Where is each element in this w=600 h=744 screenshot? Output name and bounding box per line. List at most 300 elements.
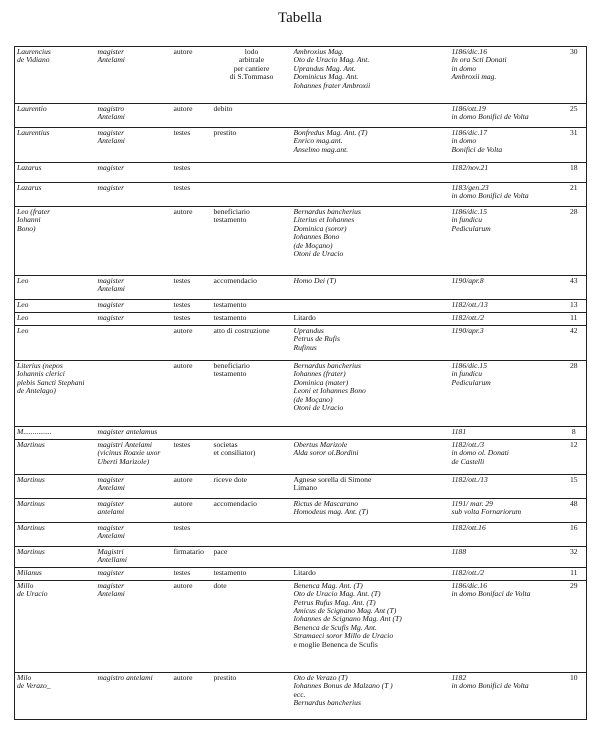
cell-line: magister [97, 183, 125, 192]
cell-line: Ambroxius Mag. [293, 47, 344, 56]
cell-line: magistri Antelami [97, 440, 152, 449]
table-row [15, 580, 587, 672]
cell-line: testes [173, 128, 191, 137]
people-cell [292, 427, 450, 440]
act-cell [212, 499, 292, 523]
cell-line: autore [173, 326, 193, 335]
table-row [15, 128, 587, 163]
cell-line: testamento [213, 369, 247, 379]
date-place-cell [450, 580, 562, 672]
act-cell [212, 207, 292, 276]
cell-line: Bernardus bancherius [293, 207, 361, 216]
cell-line: Bono) [17, 223, 36, 233]
date-place-cell [450, 276, 562, 300]
doc-number-cell: 48 [562, 499, 587, 523]
cell-line: Oto de Uracio Mag. Ant. (T) [293, 589, 381, 599]
title-cell [96, 580, 172, 672]
cell-line: 1182/nov.21 [451, 163, 489, 172]
cell-line: Pedicularum [451, 223, 491, 233]
cell-line: Antelami [97, 284, 125, 294]
cell-line: magister [97, 163, 125, 172]
cell-line: autore [173, 104, 193, 113]
title-cell [96, 276, 172, 300]
act-cell [212, 547, 292, 568]
cell-line: plebis Sancti Stephani [17, 377, 85, 387]
cell-line: et consiliator) [213, 448, 256, 458]
cell-line: Dominica (mater) [293, 377, 349, 387]
cell-line: Lazarus [17, 163, 42, 172]
cell-line: magister [97, 300, 125, 309]
cell-line: 1186/dic.15 [451, 207, 488, 216]
act-cell [212, 475, 292, 499]
doc-number-cell: 21 [562, 183, 587, 207]
name-cell [15, 523, 96, 547]
role-cell [172, 580, 212, 672]
table-row [15, 313, 587, 326]
cell-line: Milanus [17, 567, 42, 577]
name-cell [15, 427, 96, 440]
doc-number-cell: 42 [562, 326, 587, 361]
name-cell [15, 163, 96, 183]
cell-line: magistro antelami [97, 672, 153, 682]
people-cell [292, 567, 450, 580]
people-cell [292, 104, 450, 128]
title-cell [96, 523, 172, 547]
cell-line: in domo Bonifaci de Volta [451, 589, 531, 599]
cell-line: Homo Dei (T) [293, 276, 337, 285]
cell-line: Petrus de Rufis [293, 334, 340, 344]
name-cell [15, 183, 96, 207]
cell-line: beneficiario [213, 207, 250, 216]
name-cell [15, 128, 96, 163]
cell-line: testes [173, 276, 191, 285]
act-cell [212, 313, 292, 326]
cell-line: beneficiario [213, 361, 250, 370]
doc-number-cell: 28 [562, 207, 587, 276]
cell-line: testes [173, 300, 191, 309]
cell-line: Litardo [293, 567, 316, 577]
cell-line: de Antelago) [17, 386, 56, 396]
name-cell [15, 326, 96, 361]
doc-number-cell: 43 [562, 276, 587, 300]
cell-line: Uberti Marizole) [97, 456, 150, 466]
table-row [15, 326, 587, 361]
name-cell [15, 47, 96, 104]
people-cell [292, 547, 450, 568]
title-cell [96, 499, 172, 523]
act-cell [212, 300, 292, 313]
cell-line: societas [213, 440, 238, 449]
doc-number-cell: 31 [562, 128, 587, 163]
cell-line: Literius et Iohannes [293, 215, 355, 225]
role-cell [172, 672, 212, 719]
act-cell [212, 580, 292, 672]
cell-line: 1181 [451, 427, 467, 436]
role-cell [172, 313, 212, 326]
cell-line: Benenca de Scufis Mg. Ant. [293, 622, 377, 632]
cell-line: e moglie Benenca de Scufis [293, 639, 378, 649]
table-row [15, 104, 587, 128]
act-cell [212, 567, 292, 580]
title-cell [96, 475, 172, 499]
role-cell [172, 300, 212, 313]
cell-line: Otoni de Uracio [293, 249, 344, 259]
cell-line: 1182 [451, 672, 467, 682]
cell-line: Iohannes Bonus de Malzano (T ) [293, 681, 393, 691]
cell-line: magister [97, 276, 125, 285]
cell-line: Millo [17, 580, 34, 590]
name-cell [15, 207, 96, 276]
cell-line: Leoni et Iohannes Bono [293, 386, 366, 396]
cell-line: Uprandus [293, 326, 324, 335]
table-row [15, 567, 587, 580]
role-cell [172, 440, 212, 475]
people-cell [292, 300, 450, 313]
cell-line: prestito [213, 128, 237, 137]
cell-line: firmatario [173, 547, 204, 556]
cell-line: autore [173, 475, 193, 484]
title-cell [96, 128, 172, 163]
date-place-cell [450, 427, 562, 440]
cell-line: Laurentio [17, 104, 47, 113]
date-place-cell [450, 207, 562, 276]
cell-line: Lazarus [17, 183, 42, 192]
date-place-cell [450, 440, 562, 475]
doc-number-cell: 28 [562, 361, 587, 427]
date-place-cell [450, 547, 562, 568]
table-row [15, 523, 587, 547]
cell-line: (de Moçano) [293, 394, 333, 404]
date-place-cell [450, 104, 562, 128]
cell-line: 1186/dic.16 [451, 47, 488, 56]
cell-line: testes [173, 163, 191, 172]
title-cell [96, 567, 172, 580]
cell-line: prestito [213, 672, 237, 682]
title-cell [96, 547, 172, 568]
act-cell [212, 326, 292, 361]
cell-line: Bonfredus Mag. Ant. (T) [293, 128, 368, 137]
table-row [15, 276, 587, 300]
cell-line: Uprandus Mag. Ant. [293, 63, 356, 73]
cell-line: magister [97, 475, 125, 484]
cell-line: autore [173, 47, 193, 56]
cell-line: de Uracio [17, 589, 48, 599]
cell-line: Iohanni [17, 215, 41, 225]
cell-line: Bernardus bancherius [293, 361, 361, 370]
doc-number-cell: 18 [562, 163, 587, 183]
cell-line: in domo Bonifici de Volta [451, 681, 529, 691]
cell-line: testes [173, 567, 191, 577]
title-cell [96, 361, 172, 427]
date-place-cell [450, 499, 562, 523]
date-place-cell [450, 128, 562, 163]
title-cell [96, 440, 172, 475]
table-row [15, 300, 587, 313]
people-cell [292, 440, 450, 475]
act-cell [212, 128, 292, 163]
cell-line: Enrico mag.ant. [293, 136, 343, 146]
people-cell [292, 207, 450, 276]
cell-line: autore [173, 580, 193, 590]
date-place-cell [450, 475, 562, 499]
cell-line: Rictus de Mascarano [293, 499, 359, 508]
cell-line: In ora Scti Donati [451, 55, 507, 65]
cell-line: Antelami [97, 531, 125, 541]
doc-number-cell: 32 [562, 547, 587, 568]
cell-line: 1190/apr.8 [451, 276, 484, 285]
cell-line: in domo [451, 136, 477, 146]
name-cell [15, 475, 96, 499]
cell-line: Antelami [97, 483, 125, 493]
cell-line: autore [173, 499, 193, 508]
date-place-cell [450, 361, 562, 427]
cell-line: Bernardus bancherius [293, 698, 361, 708]
role-cell [172, 567, 212, 580]
cell-line: M............... [17, 427, 52, 436]
cell-line: autore [173, 672, 193, 682]
cell-line: Antellami [97, 555, 128, 565]
cell-line: testamento [213, 567, 247, 577]
name-cell [15, 567, 96, 580]
role-cell [172, 547, 212, 568]
cell-line: Milo [17, 672, 32, 682]
cell-line: in fundicu [451, 369, 483, 379]
name-cell [15, 580, 96, 672]
act-cell [212, 104, 292, 128]
cell-line: 1182/ott./2 [451, 567, 485, 577]
cell-line: 1182/ott./3 [451, 440, 485, 449]
cell-line: Antelami [97, 112, 125, 122]
title-cell [96, 207, 172, 276]
date-place-cell [450, 313, 562, 326]
cell-line: 1186/dic.15 [451, 361, 488, 370]
act-cell [212, 523, 292, 547]
tabella-table [14, 46, 587, 720]
cell-line: 1191/ mar. 29 [451, 499, 493, 508]
role-cell [172, 499, 212, 523]
cell-line: pace [213, 547, 228, 556]
people-cell [292, 499, 450, 523]
act-cell [212, 163, 292, 183]
name-cell [15, 440, 96, 475]
role-cell [172, 361, 212, 427]
cell-line: testamento [213, 313, 247, 322]
cell-line: de Verazo_ [17, 681, 51, 691]
act-cell [212, 672, 292, 719]
page-title: Tabella [278, 10, 322, 26]
act-cell [212, 183, 292, 207]
doc-number-cell: 15 [562, 475, 587, 499]
table-row [15, 475, 587, 499]
date-place-cell [450, 183, 562, 207]
doc-number-cell: 8 [562, 427, 587, 440]
name-cell [15, 300, 96, 313]
cell-line: Iohannes de Scignano Mag. Ant (T) [293, 614, 402, 624]
cell-line: Magistri [97, 547, 124, 556]
table-row [15, 440, 587, 475]
title-cell [96, 183, 172, 207]
table-row [15, 672, 587, 719]
name-cell [15, 361, 96, 427]
cell-line: 1182/ott.16 [451, 523, 486, 532]
table-row [15, 47, 587, 104]
cell-line: riceve dote [213, 475, 248, 484]
cell-line: Limano [293, 483, 318, 493]
cell-line: magister [97, 567, 125, 577]
cell-line: Leo [17, 276, 29, 285]
date-place-cell [450, 300, 562, 313]
cell-line: Iohannes (frater) [293, 369, 346, 379]
people-cell [292, 47, 450, 104]
people-cell [292, 523, 450, 547]
cell-line: Leo [17, 326, 29, 335]
cell-line: per cantiere [233, 63, 270, 73]
cell-line: lodo [244, 47, 259, 56]
doc-number-cell: 29 [562, 580, 587, 672]
doc-number-cell: 12 [562, 440, 587, 475]
cell-line: (vicinus Roaxie uxor [97, 448, 161, 458]
cell-line: Obertus Marizole [293, 440, 348, 449]
cell-line: magister [97, 523, 125, 532]
role-cell [172, 523, 212, 547]
cell-line: in domo ol. Donati [451, 448, 509, 458]
cell-line: Alda soror ol.Bordini [293, 448, 359, 458]
role-cell [172, 163, 212, 183]
cell-line: magister [97, 128, 125, 137]
cell-line: Otoni de Uracio [293, 403, 344, 413]
doc-number-cell: 30 [562, 47, 587, 104]
title-cell [96, 313, 172, 326]
act-cell [212, 276, 292, 300]
name-cell [15, 547, 96, 568]
role-cell [172, 326, 212, 361]
table-row [15, 499, 587, 523]
cell-line: magister antelamus [97, 427, 158, 436]
cell-line: Leo (frater [17, 207, 51, 216]
date-place-cell [450, 567, 562, 580]
cell-line: Leo [17, 313, 29, 322]
people-cell [292, 183, 450, 207]
name-cell [15, 104, 96, 128]
name-cell [15, 276, 96, 300]
date-place-cell [450, 47, 562, 104]
doc-number-cell: 11 [562, 313, 587, 326]
cell-line: Bonifici de Volta [451, 144, 503, 154]
cell-line: Rufinus [293, 342, 317, 352]
table-row [15, 361, 587, 427]
date-place-cell [450, 326, 562, 361]
table-row [15, 163, 587, 183]
role-cell [172, 47, 212, 104]
date-place-cell [450, 163, 562, 183]
cell-line: in domo Bonifici de Volta [451, 191, 529, 201]
role-cell [172, 427, 212, 440]
cell-line: sub volta Fornariorum [451, 507, 522, 517]
cell-line: Benenca Mag. Ant. (T) [293, 580, 363, 590]
cell-line: autore [173, 361, 193, 370]
cell-line: accomendacio [213, 276, 257, 285]
cell-line: Dominicus Mag. Ant. [293, 72, 359, 82]
cell-line: de Vidiano [17, 55, 50, 65]
act-cell [212, 361, 292, 427]
cell-line: 1186/ott.19 [451, 104, 486, 113]
cell-line: Petrus Rufus Mag. Ant. (T) [293, 597, 376, 607]
doc-number-cell: 16 [562, 523, 587, 547]
cell-line: arbitrale [238, 55, 265, 65]
title-cell [96, 104, 172, 128]
table-row [15, 547, 587, 568]
cell-line: magister [97, 313, 125, 322]
name-cell [15, 672, 96, 719]
cell-line: Amicus de Scignano Mag. Ant (T) [293, 606, 397, 616]
name-cell [15, 499, 96, 523]
cell-line: Martinus [17, 547, 45, 556]
title-cell [96, 300, 172, 313]
cell-line: Dominica (soror) [293, 223, 347, 233]
cell-line: 1186/dic.16 [451, 580, 488, 590]
cell-line: magister [97, 47, 125, 56]
doc-number-cell: 25 [562, 104, 587, 128]
cell-line: in domo [451, 63, 477, 73]
people-cell [292, 313, 450, 326]
cell-line: testes [173, 440, 191, 449]
cell-line: Pedicularum [451, 377, 491, 387]
cell-line: dote [213, 580, 227, 590]
cell-line: 1182/ott./13 [451, 475, 488, 484]
cell-line: 1188 [451, 547, 467, 556]
cell-line: Litardo [293, 313, 316, 322]
cell-line: testamento [213, 300, 247, 309]
people-cell [292, 672, 450, 719]
cell-line: testes [173, 523, 191, 532]
cell-line: autore [173, 207, 193, 216]
cell-line: Martinus [17, 475, 45, 484]
cell-line: 1183/gen.23 [451, 183, 489, 192]
title-cell [96, 427, 172, 440]
doc-number-cell: 11 [562, 567, 587, 580]
cell-line: Oto de Verazo (T) [293, 672, 348, 682]
cell-line: magistro [97, 104, 125, 113]
cell-line: testes [173, 313, 191, 322]
cell-line: (de Moçano) [293, 240, 333, 250]
date-place-cell [450, 672, 562, 719]
people-cell [292, 580, 450, 672]
cell-line: Laurencius [17, 47, 51, 56]
cell-line: Antelami [97, 55, 125, 65]
cell-line: 1190/apr.3 [451, 326, 484, 335]
cell-line: testes [173, 183, 191, 192]
title-cell [96, 672, 172, 719]
cell-line: Leo [17, 300, 29, 309]
title-cell [96, 163, 172, 183]
role-cell [172, 183, 212, 207]
cell-line: Anselmo mag.ant. [293, 144, 349, 154]
cell-line: Laurentius [17, 128, 50, 137]
role-cell [172, 207, 212, 276]
cell-line: antelami [97, 507, 125, 517]
table-body [15, 47, 587, 720]
doc-number-cell: 10 [562, 672, 587, 719]
cell-line: di S.Tommaso [229, 72, 274, 82]
people-cell [292, 276, 450, 300]
title-cell [96, 326, 172, 361]
act-cell [212, 440, 292, 475]
role-cell [172, 475, 212, 499]
cell-line: Ambroxii mag. [451, 72, 497, 82]
people-cell [292, 128, 450, 163]
cell-line: atto di costruzione [213, 326, 270, 335]
title-cell [96, 47, 172, 104]
